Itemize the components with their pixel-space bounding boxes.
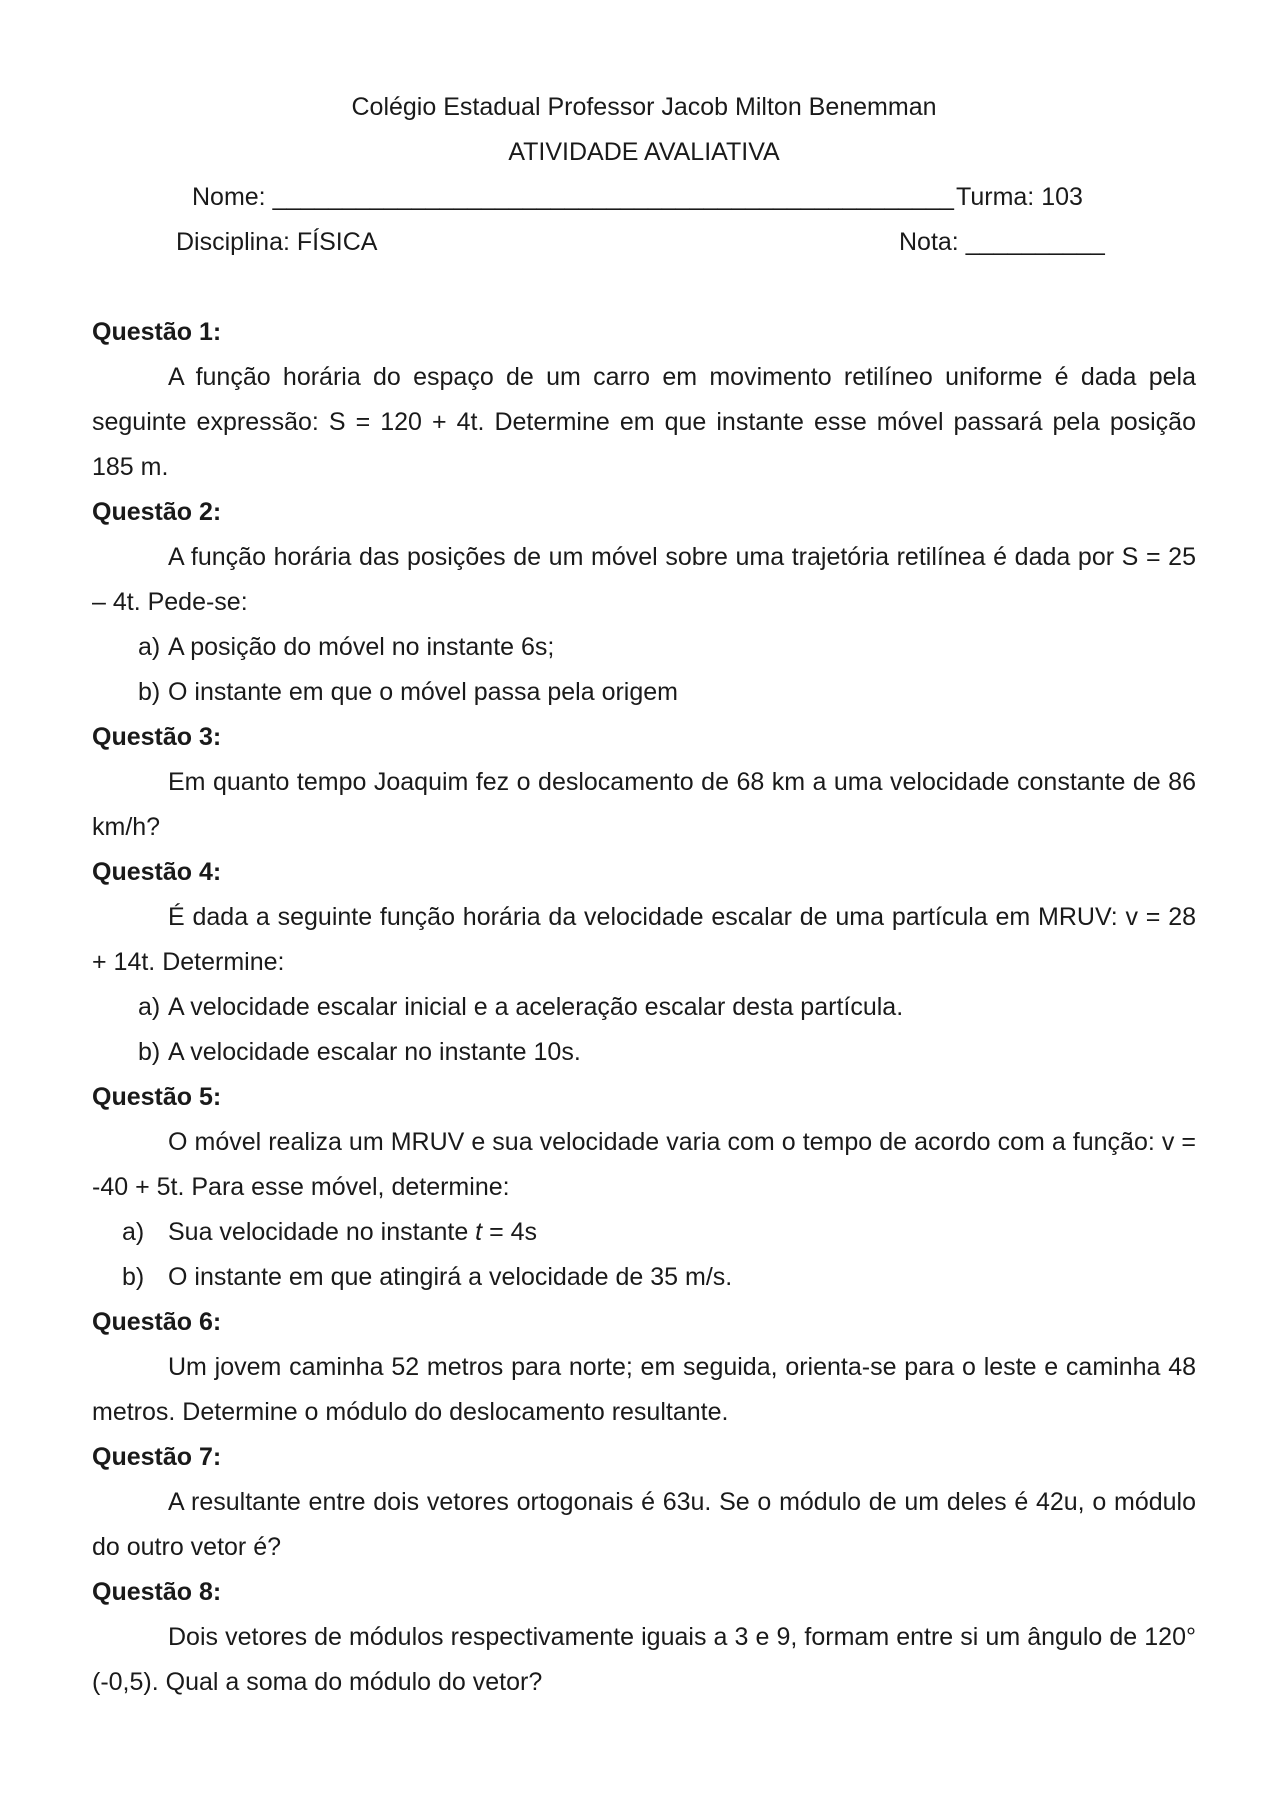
question-title: Questão 8: <box>92 1578 222 1606</box>
name-field-label: Nome: _________________________________________________ <box>192 183 954 211</box>
question-7 <box>92 1435 1196 1570</box>
item-text: A posição do móvel no instante 6s; <box>168 633 555 661</box>
question-item <box>92 985 1196 1030</box>
grade-label: Nota: __________ <box>899 228 1105 256</box>
subject-label: Disciplina: FÍSICA <box>176 228 378 256</box>
question-title: Questão 3: <box>92 723 222 751</box>
question-text: Em quanto tempo Joaquim fez o deslocamento de 68 km a uma velocidade constante de 86 km/h? <box>92 768 1196 841</box>
question-6 <box>92 1300 1196 1435</box>
item-text-before: Sua velocidade no instante <box>168 1218 476 1246</box>
item-text-after: = 4s <box>482 1218 538 1246</box>
item-text: A velocidade escalar inicial e a aceleração escalar desta partícula. <box>168 993 904 1021</box>
item-label: a) <box>122 1218 145 1246</box>
question-item <box>92 1030 1196 1075</box>
question-text: É dada a seguinte função horária da velocidade escalar de uma partícula em MRUV: v = 28 + 14t. Determine: <box>92 903 1196 976</box>
question-title: Questão 1: <box>92 318 222 346</box>
question-5 <box>92 1075 1196 1300</box>
question-text: O móvel realiza um MRUV e sua velocidade varia com o tempo de acordo com a função: v = -40 + 5t. Para esse móvel, determine: <box>92 1128 1196 1201</box>
item-text: A velocidade escalar no instante 10s. <box>168 1038 581 1066</box>
question-title: Questão 2: <box>92 498 222 526</box>
question-title: Questão 6: <box>92 1308 222 1336</box>
item-text: O instante em que atingirá a velocidade de 35 m/s. <box>168 1263 733 1291</box>
questions-list <box>92 310 1196 1705</box>
document-page <box>92 0 1196 1811</box>
item-label: b) <box>138 1038 161 1066</box>
question-8 <box>92 1570 1196 1705</box>
question-item <box>92 670 1196 715</box>
question-text: A resultante entre dois vetores ortogonais é 63u. Se o módulo de um deles é 42u, o módulo do outro vetor é? <box>92 1488 1196 1561</box>
item-label: b) <box>138 678 161 706</box>
item-text <box>168 1218 537 1246</box>
question-3 <box>92 715 1196 850</box>
question-title: Questão 4: <box>92 858 222 886</box>
item-text: O instante em que o móvel passa pela origem <box>168 678 678 706</box>
question-title: Questão 5: <box>92 1083 222 1111</box>
class-label: Turma: 103 <box>956 183 1083 211</box>
question-1 <box>92 310 1196 490</box>
item-label: b) <box>122 1263 145 1291</box>
question-item <box>92 625 1196 670</box>
question-item <box>92 1255 1196 1300</box>
activity-title: ATIVIDADE AVALIATIVA <box>508 138 780 166</box>
item-text-variable: t <box>475 1218 483 1246</box>
question-title: Questão 7: <box>92 1443 222 1471</box>
school-name: Colégio Estadual Professor Jacob Milton Benemman <box>351 93 937 121</box>
item-label: a) <box>138 633 161 661</box>
question-text: Dois vetores de módulos respectivamente iguais a 3 e 9, formam entre si um ângulo de 120° (-0,5). Qual a soma do módulo do vetor? <box>92 1623 1196 1696</box>
item-label: a) <box>138 993 161 1021</box>
question-item <box>92 1210 1196 1255</box>
question-text: A função horária do espaço de um carro em movimento retilíneo uniforme é dada pela seguinte expressão: S = 120 + 4t. Determine em que instante esse móvel passará pela posição 185 m. <box>92 363 1196 481</box>
question-2 <box>92 490 1196 715</box>
question-text: A função horária das posições de um móvel sobre uma trajetória retilínea é dada por S = 25 – 4t. Pede-se: <box>92 543 1196 616</box>
question-text: Um jovem caminha 52 metros para norte; em seguida, orienta-se para o leste e caminha 48 metros. Determine o módulo do deslocamento resultante. <box>92 1353 1196 1426</box>
question-4 <box>92 850 1196 1075</box>
